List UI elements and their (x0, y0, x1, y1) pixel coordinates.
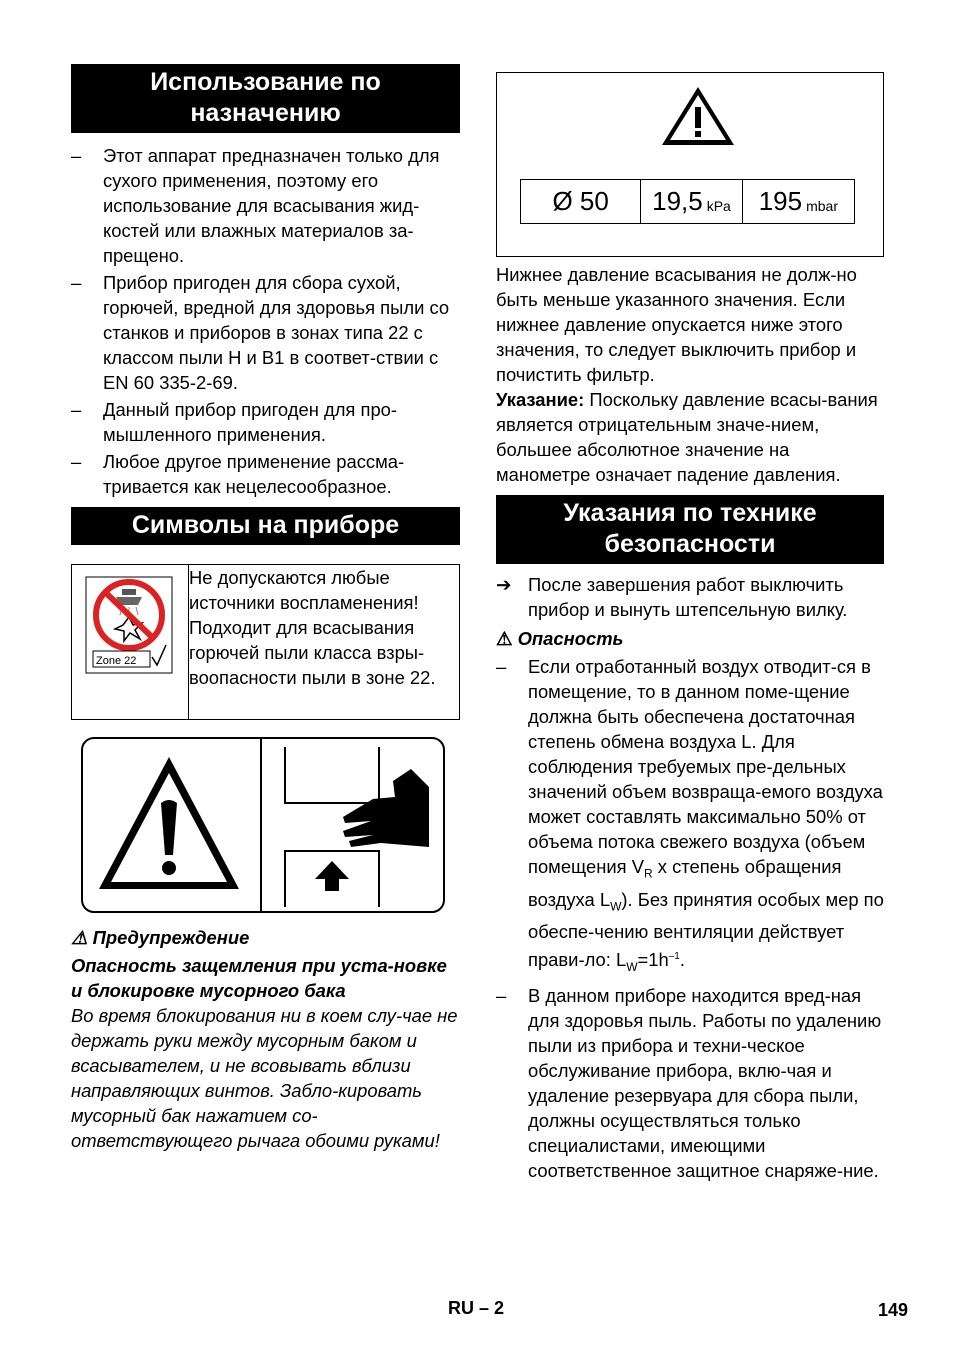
no-ignition-zone22-icon (72, 565, 188, 719)
list-item: – В данном приборе находится вред-ная для здоровья пыль. Работы по удалению пыли из прибора и техни-ческое обслуживание прибора, вклю-чая и удаление резервуара для сбора пыли, должны осуществляться только специалистами, имеющими соответственное защитное снаряже-ние. (496, 985, 882, 1182)
symbol-image-cell (72, 565, 189, 720)
list-item: – Любое другое применение рассма-тривается как нецелесообразное. (71, 451, 405, 497)
left-column (71, 64, 460, 1153)
warning-heading: ⚠ Предупреждение (71, 927, 250, 948)
list-item: – Этот аппарат предназначен только для сухого применения, поэтому его использование для всасывания жид-костей или влажных материалов за-прещено. (71, 145, 440, 266)
diameter-cell: Ø 50 (521, 180, 641, 223)
section-title-safety: Указания по технике безопасности (496, 495, 884, 564)
pinch-warning-pictogram (81, 737, 445, 913)
page-number: 149 (878, 1300, 909, 1320)
intended-use-list (71, 143, 460, 499)
right-column (496, 72, 884, 1185)
section-title-symbols: Символы на приборе (71, 507, 460, 545)
mbar-cell: 195 mbar (758, 186, 838, 216)
kpa-cell: 19,5 kPa (641, 180, 742, 223)
pressure-text: Нижнее давление всасывания не долж-но быть меньше указанного значения. Если нижнее давление опускается ниже этого значения, то следует выключить прибор и почистить фильтр. (496, 264, 857, 385)
symbol-description: Не допускаются любые источники воспламенения! Подходит для всасывания горючей пыли класса взры-воопасности пыли в зоне 22. (189, 565, 460, 720)
arrow-right-icon: ➔ (496, 574, 512, 595)
danger-heading: ⚠ Опасность (496, 628, 624, 649)
warning-bold-text: Опасность защемления при уста-новке и блокировке мусорного бака (71, 955, 447, 1001)
symbol-table (71, 564, 460, 720)
section-title-intended-use: Использование по назначению (71, 64, 460, 133)
warning-triangle-icon (660, 85, 736, 147)
warning-triangle-small-icon: ⚠ (496, 628, 513, 649)
warning-triangle-small-icon: ⚠ (71, 927, 88, 948)
list-item: ➔ После завершения работ выключить прибор и вынуть штепсельную вилку. (496, 574, 848, 620)
gauge-values-row (520, 179, 855, 224)
warning-text: Во время блокирования ни в коем слу-чае не держать руки между мусорным баком и всасывателем, и не всовывать вблизи направляющих винтов. Забло-кировать мусорный бак нажатием со-ответствующего рычага обоими руками! (71, 1005, 458, 1151)
pressure-gauge-figure (496, 72, 884, 257)
list-item: – Прибор пригоден для сбора сухой, горючей, вредной для здоровья пыли со станков и приборов в зонах типа 22 с классом пыли H и B1 в соответ-ствии с EN 60 335-2-69. (71, 272, 450, 393)
list-item: – Данный прибор пригоден для про-мышленного применения. (71, 399, 398, 445)
list-item: – Если отработанный воздух отводит-ся в помещение, то в данном поме-щение должна быть обеспечена достаточная степень обмена воздуха L. Для соблюдения требуемых пре-дельных значений объем возвраща-емого воздуха может составлять максимально 50% от объема потока свежего воздуха (объем помещения $V_R$ x степень обращения воздуха $L_W$). Без принятия особых мер по обеспе-чению вентиляции действует прави-ло: $L_W=1h^{-1}$. (496, 656, 884, 975)
footer-language-page: RU – 2 (448, 1298, 505, 1318)
zone-label: Zone 22 (96, 655, 137, 667)
note-paragraph: Указание: Поскольку давление всасы-вания является отрицательным значе-нием, большее абсолютное значение на манометре означает падение давления. (496, 389, 878, 485)
